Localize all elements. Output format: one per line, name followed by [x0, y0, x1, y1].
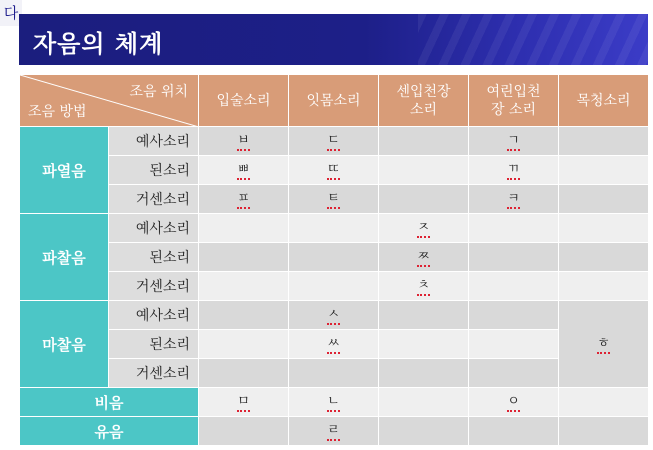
- col-header-palatal: 센입천장 소리: [379, 75, 469, 127]
- cell: [379, 330, 469, 359]
- cell: [469, 330, 559, 359]
- cell: ㅆ: [289, 330, 379, 359]
- cell: [379, 156, 469, 185]
- group-liquid: 유음: [20, 417, 199, 446]
- title-decoration: [418, 14, 648, 65]
- cell: [559, 388, 649, 417]
- cell: [469, 301, 559, 330]
- cell: [379, 301, 469, 330]
- cell: ㅅ: [289, 301, 379, 330]
- cell: [559, 417, 649, 446]
- cell: [379, 127, 469, 156]
- header-corner: [20, 75, 199, 127]
- cell: ㅂ: [199, 127, 289, 156]
- row-label: 거센소리: [109, 359, 199, 388]
- group-nasal: 비음: [20, 388, 199, 417]
- col-header-glottal: 목청소리: [559, 75, 649, 127]
- cell: ㅃ: [199, 156, 289, 185]
- cell: [469, 214, 559, 243]
- table-row: [20, 272, 649, 301]
- col-header-alveolar: 잇몸소리: [289, 75, 379, 127]
- position-label: 조음 위치: [129, 84, 188, 100]
- cell: [559, 243, 649, 272]
- cell: ㄸ: [289, 156, 379, 185]
- header-row: [20, 75, 649, 127]
- cell: [199, 417, 289, 446]
- table-row: [20, 301, 649, 330]
- cell-glottal-fricative: ㅎ: [559, 301, 649, 388]
- title-bar: [19, 14, 648, 65]
- cell: [289, 359, 379, 388]
- cell: [289, 243, 379, 272]
- table-row: [20, 243, 649, 272]
- cell: [199, 272, 289, 301]
- cell: [379, 185, 469, 214]
- row-label: 예사소리: [109, 127, 199, 156]
- cell: [289, 272, 379, 301]
- cell: ㅁ: [199, 388, 289, 417]
- table-row: [20, 388, 649, 417]
- cell: [559, 127, 649, 156]
- col-header-velar: 여린입천 장 소리: [469, 75, 559, 127]
- method-label: 조음 방법: [28, 104, 87, 120]
- cell: ㅇ: [469, 388, 559, 417]
- cell: ㅈ: [379, 214, 469, 243]
- table-row: [20, 185, 649, 214]
- cell: ㄹ: [289, 417, 379, 446]
- table-row: [20, 156, 649, 185]
- cell: ㅊ: [379, 272, 469, 301]
- row-label: 거센소리: [109, 272, 199, 301]
- page-title: 자음의 체계: [33, 30, 164, 58]
- cell: [379, 388, 469, 417]
- cell: ㄱ: [469, 127, 559, 156]
- group-fricative: 마찰음: [20, 301, 109, 388]
- row-label: 된소리: [109, 330, 199, 359]
- group-plosive: 파열음: [20, 127, 109, 214]
- row-label: 된소리: [109, 156, 199, 185]
- cell: ㅉ: [379, 243, 469, 272]
- col-header-labial: 입술소리: [199, 75, 289, 127]
- table-row: [20, 127, 649, 156]
- cell: [469, 272, 559, 301]
- cell: [469, 359, 559, 388]
- cell: [199, 301, 289, 330]
- cell: [379, 359, 469, 388]
- cell: [559, 156, 649, 185]
- cell: [379, 417, 469, 446]
- cell: [199, 214, 289, 243]
- cell: ㅋ: [469, 185, 559, 214]
- cell: [559, 185, 649, 214]
- row-label: 예사소리: [109, 301, 199, 330]
- cell: [469, 243, 559, 272]
- cell: ㄴ: [289, 388, 379, 417]
- table-row: [20, 417, 649, 446]
- cell: [559, 214, 649, 243]
- table-row: [20, 214, 649, 243]
- cell: ㅌ: [289, 185, 379, 214]
- row-label: 예사소리: [109, 214, 199, 243]
- cell: [199, 243, 289, 272]
- cell: ㄷ: [289, 127, 379, 156]
- cell: [559, 272, 649, 301]
- cell: ㅍ: [199, 185, 289, 214]
- cell: [469, 417, 559, 446]
- consonant-table: [19, 74, 649, 446]
- cell: [199, 330, 289, 359]
- group-affricate: 파찰음: [20, 214, 109, 301]
- row-label: 된소리: [109, 243, 199, 272]
- cell: [199, 359, 289, 388]
- table-row: [20, 359, 649, 388]
- table-row: [20, 330, 649, 359]
- section-tag: 다: [0, 0, 22, 26]
- cell: ㄲ: [469, 156, 559, 185]
- row-label: 거센소리: [109, 185, 199, 214]
- cell: [289, 214, 379, 243]
